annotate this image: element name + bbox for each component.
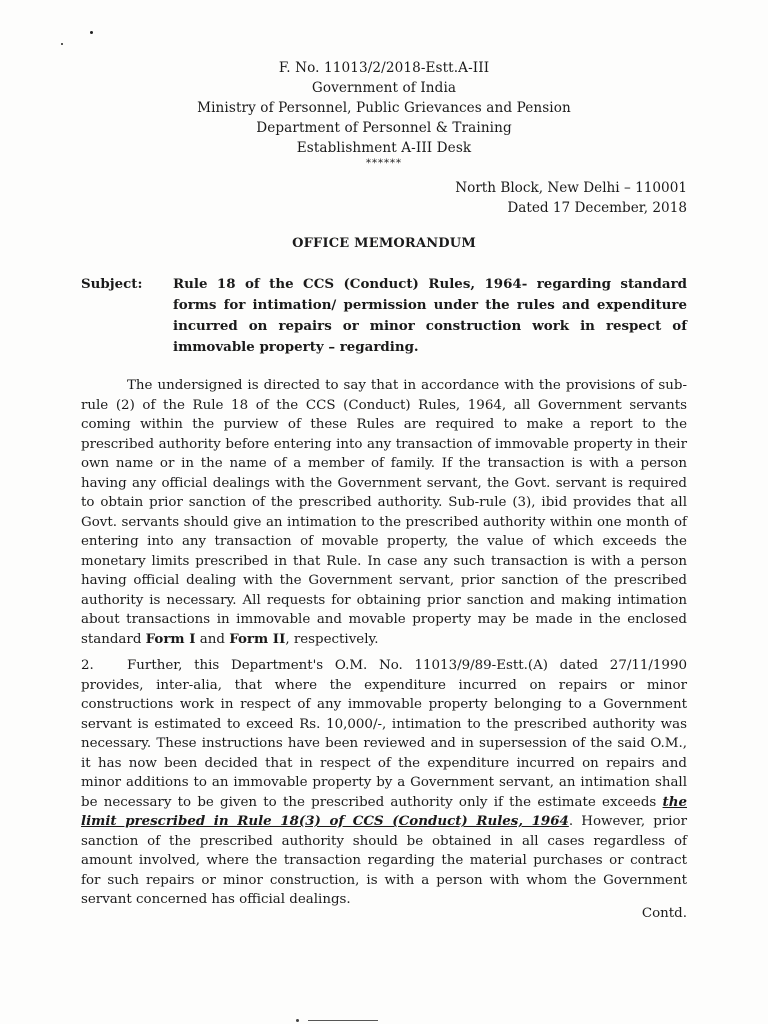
address-block (455, 178, 687, 218)
subject-block (81, 274, 687, 358)
paragraph-1-text: The undersigned is directed to say that in accordance with the provisions of sub-rule (2) of the Rule 18 of the CCS (Conduct) Rules, 1964, all Government servants coming within the purview of these Rules are required to make a report to the prescribed authority before entering into any transaction of immovable property in their own name or in the name of a member of family. If the transaction is with a person having any official dealings with the Government servant, the Govt. servant is required to obtain prior sanction of the prescribed authority. Sub-rule (3), ibid provides that all Govt. servants should give an intimation to the prescribed authority within one month of entering into any transaction of movable property, the value of which exceeds the monetary limits prescribed in that Rule. In case any such transaction is with a person having official dealing with the Government servant, prior sanction of the prescribed authority is necessary. All requests for obtaining prior sanction and making intimation about transactions in immovable and movable property may be made in the enclosed standard (81, 378, 687, 647)
paragraph-2 (81, 656, 687, 910)
continued-marker: Contd. (641, 906, 687, 921)
subject-label: Subject: (81, 276, 143, 292)
government-line: Government of India (311, 80, 457, 96)
separator-stars: ****** (366, 158, 402, 169)
paragraph-1-and: and (195, 631, 230, 647)
file-number: F. No. 11013/2/2018-Estt.A-III (278, 60, 490, 76)
scan-speck (296, 1019, 299, 1022)
scan-speck (61, 43, 63, 45)
date-line: Dated 17 December, 2018 (507, 200, 687, 216)
scan-line-mark (308, 1020, 378, 1021)
paragraph-1 (81, 376, 687, 649)
department-line: Department of Personnel & Training (256, 120, 512, 136)
place-line: North Block, New Delhi – 110001 (455, 180, 687, 196)
paragraph-1-end: , respectively. (285, 631, 379, 647)
rule-limit-emphasis: the limit prescribed in Rule 18(3) of CCS (Conduct) Rules, 1964 (81, 793, 687, 829)
paragraph-2-number: 2. (81, 658, 94, 673)
paragraph-2-text: Further, this Department's O.M. No. 11013/9/89-Estt.(A) dated 27/11/1990 provides, inter-alia, that where the expenditure incurred on repairs or minor constructions work in respect of any immovable property belonging to a Government servant is estimated to exceed Rs. 10,000/-, intimation to the prescribed authority was necessary. These instructions have been reviewed and in supersession of the said O.M., it has now been decided that in respect of the expenditure incurred on repairs and minor additions to an immovable property by a Government servant, an intimation shall be necessary to be given to the prescribed authority only if the estimate exceeds (81, 658, 687, 810)
subject-text: Rule 18 of the CCS (Conduct) Rules, 1964- regarding standard forms for intimation/ permission under the rules and expenditure incurred on repairs or minor construction work in respect of immovable property – regarding. (173, 276, 687, 355)
scan-speck (90, 31, 93, 34)
form-ii-ref: Form II (229, 630, 286, 647)
form-i-ref: Form I (145, 630, 196, 647)
memorandum-title: OFFICE MEMORANDUM (292, 236, 476, 251)
paragraph-2-end: . However, prior sanction of the prescribed authority should be obtained in all cases regardless of amount involved, where the transaction regarding the material purchases or contract for such repairs or minor construction, is with a person with whom the Government servant concerned has official dealings. (81, 814, 687, 907)
letterhead (0, 58, 768, 170)
desk-line: Establishment A-III Desk (296, 140, 472, 156)
ministry-line: Ministry of Personnel, Public Grievances and Pension (197, 100, 571, 116)
